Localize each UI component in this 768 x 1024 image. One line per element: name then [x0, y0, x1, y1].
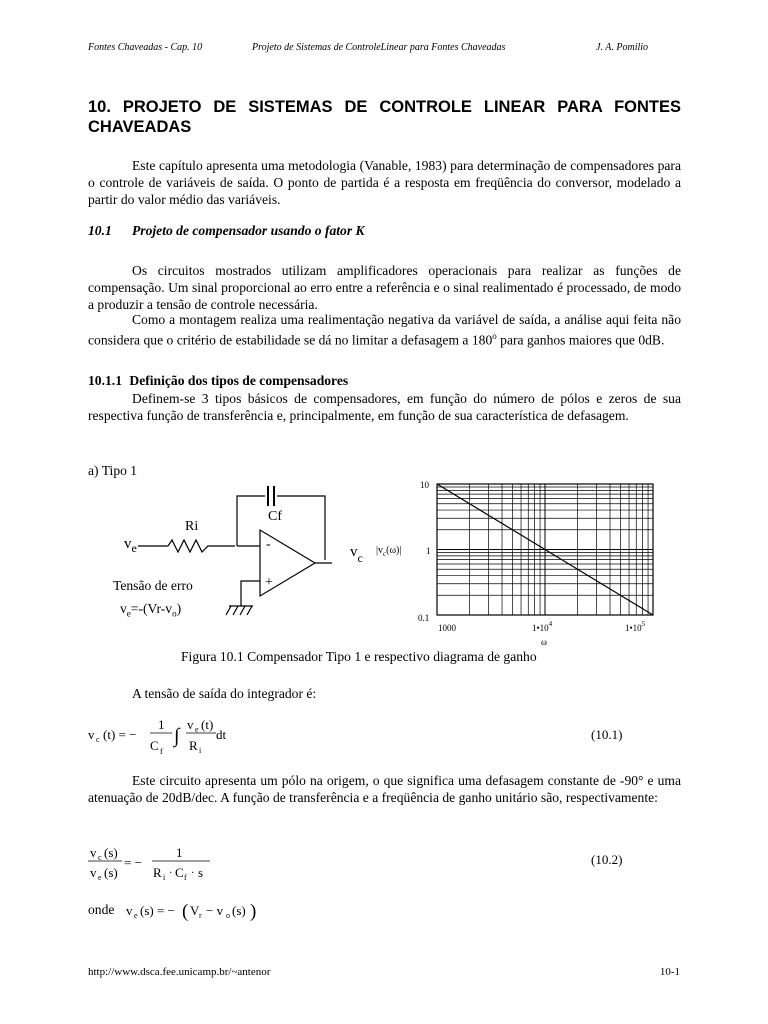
onde-equation [126, 896, 276, 924]
error-voltage-equation: $v_e=-(Vr-v_o)$ [120, 601, 182, 619]
svg-text:C: C [175, 865, 184, 880]
page-number: 10-1 [659, 966, 680, 978]
footer-url[interactable]: http://www.dsca.fee.unicamp.br/~antenor [88, 966, 271, 978]
header-chapter-title: Projeto de Sistemas de ControleLinear para Fontes Chaveadas [252, 42, 506, 53]
paragraph-2-end: para ganhos maiores que 0dB. [496, 332, 665, 348]
svg-text:(s) = −: (s) = − [140, 903, 175, 918]
gain-diagram [370, 474, 680, 649]
y-axis-label: $|v_c(\omega)|$ [376, 545, 402, 558]
svg-text:v: v [126, 903, 133, 918]
error-voltage-label: Tensão de erro [113, 578, 193, 593]
figure-caption: Figura 10.1 Compensador Tipo 1 e respectivo diagrama de ganho [181, 649, 537, 664]
equation-number-10-2: (10.2) [591, 852, 623, 867]
resistor-ri [138, 540, 235, 552]
integrator-intro: A tensão de saída do integrador é: [132, 686, 317, 701]
header-author: J. A. Pomilio [596, 42, 649, 53]
svg-text:1: 1 [176, 845, 183, 860]
svg-text:v: v [88, 727, 95, 742]
svg-text:R: R [189, 738, 198, 753]
svg-text:c: c [98, 853, 102, 862]
svg-text:v: v [90, 865, 97, 880]
svg-text:dt: dt [216, 727, 227, 742]
equation-10-1 [88, 712, 288, 762]
svg-text:e: e [134, 911, 138, 920]
svg-text:e: e [195, 725, 199, 734]
svg-text:∫: ∫ [174, 725, 180, 747]
svg-text:v: v [90, 845, 97, 860]
svg-text:·: · [191, 868, 195, 879]
svg-text:f: f [184, 873, 187, 882]
svg-text:i: i [199, 746, 202, 755]
svg-text:o: o [226, 911, 230, 920]
svg-text:R: R [153, 865, 162, 880]
paragraph-2-text: Como a montagem realiza uma realimentação negativa da variável de saída, a análise aqui feita não considera que o critério de estabilidade se dá no limitar a defasagem a 180 [88, 312, 681, 348]
svg-text:(t) = −: (t) = − [103, 727, 137, 742]
x-tick-1e5: $1•10^5$ [625, 620, 646, 633]
svg-text:(: ( [182, 901, 189, 922]
subsection-title: Definição dos tipos de compensadores [129, 373, 349, 388]
svg-text:v: v [187, 717, 194, 732]
subsection-heading [88, 373, 348, 389]
svg-text:C: C [150, 738, 159, 753]
inverting-input-sign: - [266, 537, 271, 552]
degree-superscript: o [492, 331, 497, 341]
svg-text:1: 1 [158, 717, 165, 732]
subsection-number: 10.1.1 [88, 373, 122, 388]
svg-text:(s): (s) [104, 845, 118, 860]
header-chapter: Fontes Chaveadas - Cap. 10 [88, 42, 203, 53]
noninverting-input-sign: + [265, 575, 273, 590]
x-axis-label: ω [541, 637, 547, 647]
y-tick-10: 10 [420, 480, 429, 490]
paragraph-4: Este circuito apresenta um pólo na origem, o que significa uma defasagem constante de -90° e uma atenuação de 20dB/dec. A função de transferência e a freqüência de ganho unitário são, respectivamente: [88, 773, 681, 805]
svg-text:(s): (s) [232, 903, 246, 918]
paragraph-3: Definem-se 3 tipos básicos de compensadores, em função do número de pólos e zeros de sua respectiva função de transferência e, principalmente, em função de sua característica de defasagem. [88, 391, 681, 423]
onde-label: onde [88, 902, 115, 917]
svg-text:r: r [199, 911, 202, 920]
x-tick-1000: 1000 [438, 623, 456, 633]
ve-label: $v_e$ [124, 536, 137, 555]
svg-text:(s): (s) [104, 865, 118, 880]
svg-text:− v: − v [206, 903, 224, 918]
svg-text:s: s [198, 865, 204, 880]
svg-text:): ) [250, 901, 257, 922]
chapter-title: 10. PROJETO DE SISTEMAS DE CONTROLE LINEAR PARA FONTES CHAVEADAS [88, 98, 681, 136]
cf-label: Cf [268, 509, 282, 524]
svg-text:= −: = − [124, 855, 142, 870]
svg-text:(t): (t) [201, 717, 214, 732]
vc-label: $v_c$ [350, 544, 363, 565]
paragraph-1: Os circuitos mostrados utilizam amplificadores operacionais para realizar as funções de compensação. Um sinal proporcional ao erro entre a referência e o sinal realimentado é processado, de modo a produzir a tensão de controle necessária. [88, 263, 681, 312]
svg-text:i: i [163, 873, 166, 882]
section-heading [88, 223, 365, 239]
section-number: 10.1 [88, 223, 112, 238]
svg-text:e: e [98, 873, 102, 882]
x-tick-1e4: $1•10^4$ [532, 620, 553, 633]
y-tick-0.1: 0.1 [418, 613, 430, 623]
type-label: a) Tipo 1 [88, 463, 138, 478]
ri-label: Ri [185, 519, 199, 534]
section-title: Projeto de compensador usando o fator K [132, 223, 365, 238]
intro-paragraph: Este capítulo apresenta uma metodologia (Vanable, 1983) para determinação de compensadores para o controle de variáveis de saída. O ponto de partida é a resposta em freqüência do conversor, modelado a partir do valor médio das variáveis. [88, 158, 681, 207]
svg-text:V: V [190, 903, 200, 918]
paragraph-2 [88, 311, 681, 349]
svg-text:·: · [169, 868, 173, 879]
svg-text:c: c [96, 735, 100, 744]
page-footer [88, 966, 680, 978]
equation-number-10-1: (10.1) [591, 727, 623, 742]
equation-10-2 [88, 840, 288, 888]
y-tick-1: 1 [426, 546, 431, 556]
svg-text:f: f [160, 747, 163, 756]
